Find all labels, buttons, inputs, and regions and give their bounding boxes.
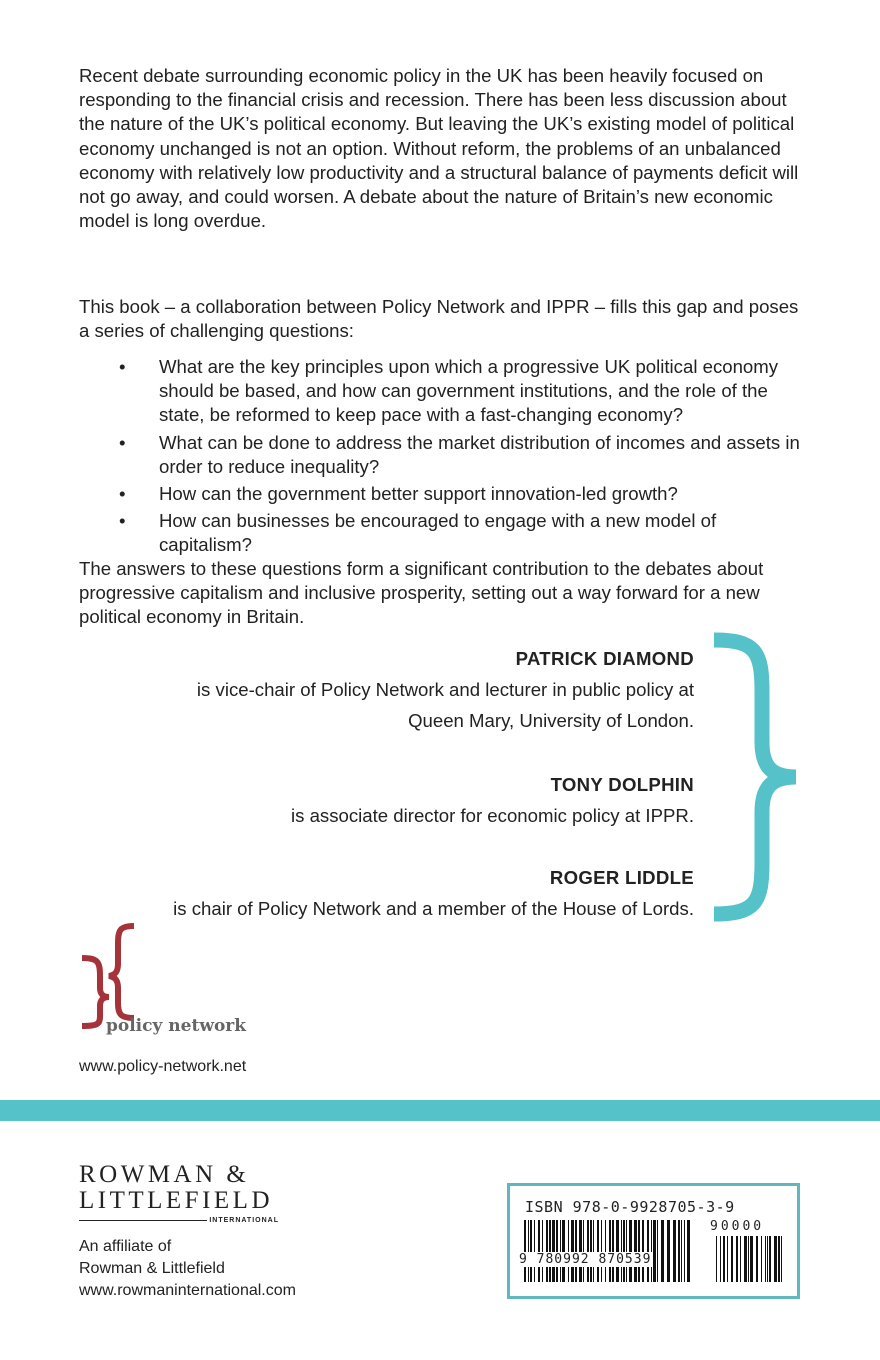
barcode-bar [590, 1220, 592, 1282]
barcode-bar [560, 1220, 561, 1282]
barcode-bar [774, 1236, 777, 1282]
author-name: ROGER LIDDLE [549, 867, 694, 888]
question-text: How can the government better support innovation-led growth? [159, 483, 678, 505]
author-bio: is chair of Policy Network and a member of the House of Lords. [173, 898, 694, 919]
barcode-bar [621, 1220, 622, 1282]
barcode-bar [626, 1220, 627, 1282]
addon-text: 90000 [710, 1219, 765, 1234]
barcode-bar [524, 1220, 526, 1282]
affiliate-text: An affiliate of [79, 1238, 172, 1255]
barcode-bar [657, 1220, 658, 1282]
barcode-bar [556, 1220, 558, 1282]
intro-paragraph: Recent debate surrounding economic policy in the UK has been heavily focused on responding to the financial crisis and recession. There has been less discussion about the nature of the UK’s political economy. But leaving the UK’s existing model of political economy unchanged is not an option. Without reform, the problems of an unbalanced economy with relatively low productivity and a structural balance of payments deficit will not go away, and could worsen. A debate about the nature of Britain’s new economic model is long overdue. [79, 65, 799, 232]
barcode-bar [552, 1220, 555, 1282]
barcode-bar [673, 1220, 676, 1282]
barcode-bar [629, 1220, 632, 1282]
barcode-bar [769, 1236, 771, 1282]
author-bio: is vice-chair of Policy Network and lecturer in public policy at [196, 679, 694, 700]
barcode-bar [579, 1220, 582, 1282]
barcode-bar [716, 1236, 717, 1282]
question-text: How can businesses be encouraged to engage with a new model of capitalism? [159, 510, 717, 556]
barcode-bar [723, 1236, 725, 1282]
barcode-bar [616, 1220, 619, 1282]
barcode-bar [740, 1236, 741, 1282]
logo-line: LITTLEFIELD [79, 1187, 274, 1214]
barcode-bar [647, 1220, 649, 1282]
barcode-bar [744, 1236, 747, 1282]
barcode-bar [761, 1236, 762, 1282]
barcode-bar [638, 1220, 640, 1282]
barcode-bar [542, 1220, 543, 1282]
barcode-bar [653, 1220, 656, 1282]
barcode-bar [687, 1220, 690, 1282]
barcode-bar [727, 1236, 728, 1282]
barcode-bar [534, 1220, 535, 1282]
barcode-bar [634, 1220, 637, 1282]
barcode-bar [681, 1220, 682, 1282]
teal-brace-icon [706, 632, 806, 922]
barcode-bar [583, 1220, 584, 1282]
author-tony-dolphin [291, 769, 694, 831]
author-bio: is associate director for economic policy at IPPR. [290, 805, 694, 826]
author-patrick-diamond [197, 643, 694, 736]
barcode-bar [575, 1220, 577, 1282]
barcode-bar [571, 1220, 574, 1282]
policy-network-url[interactable]: www.policy-network.net [79, 1058, 247, 1075]
barcode-bar [597, 1220, 599, 1282]
author-name: TONY DOLPHIN [550, 774, 694, 795]
question-text: What are the key principles upon which a progressive UK political economy should be based, and how can government institutions, and the role of the state, be reformed to keep pace with a fast-changing economy? [159, 356, 779, 426]
barcode-bar [661, 1220, 664, 1282]
collab-paragraph: This book – a collaboration between Policy Network and IPPR – fills this gap and poses a series of challenging questions: [79, 296, 799, 342]
barcode-bar [568, 1220, 569, 1282]
barcode-bar [587, 1220, 589, 1282]
barcode-bar [605, 1220, 606, 1282]
barcode-bar [667, 1220, 670, 1282]
questions-list [79, 355, 809, 561]
rowman-littlefield-logo [79, 1162, 279, 1224]
barcode-bar [549, 1220, 551, 1282]
list-item [79, 355, 809, 428]
barcode-bar [623, 1220, 625, 1282]
barcode-bar [609, 1220, 611, 1282]
logo-line: ROWMAN & [79, 1161, 250, 1188]
ean-text: 9 780992 870539 [519, 1252, 652, 1267]
author-name: PATRICK DIAMOND [515, 648, 694, 669]
teal-band [0, 1100, 880, 1121]
barcode-bar [750, 1236, 753, 1282]
barcode-bar [778, 1236, 780, 1282]
policy-network-logo-icon [76, 920, 176, 1030]
barcode-bar [530, 1220, 532, 1282]
bullet-icon: • [119, 356, 126, 377]
barcode-bar [748, 1236, 749, 1282]
barcode-bar [781, 1236, 782, 1282]
list-item [79, 482, 809, 506]
publisher-url[interactable]: www.rowmaninternational.com [79, 1282, 296, 1299]
barcode-bar [765, 1236, 766, 1282]
isbn-text: ISBN 978-0-9928705-3-9 [525, 1198, 735, 1216]
barcode-bar [756, 1236, 758, 1282]
barcode-bar [612, 1220, 614, 1282]
barcode-bar [642, 1220, 644, 1282]
barcode-bar [546, 1220, 548, 1282]
barcode-bar [538, 1220, 540, 1282]
author-bio: Queen Mary, University of London. [408, 710, 694, 731]
barcode-bar [562, 1220, 565, 1282]
barcode-bar [736, 1236, 738, 1282]
policy-network-wordmark: policy network [106, 1016, 247, 1036]
list-item [79, 509, 809, 557]
barcode-bar [601, 1220, 602, 1282]
barcode-bar [528, 1220, 529, 1282]
barcode-bar [593, 1220, 594, 1282]
logo-line: INTERNATIONAL [209, 1217, 279, 1224]
author-roger-liddle [173, 862, 694, 924]
barcode-bar [684, 1220, 685, 1282]
affiliate-text: Rowman & Littlefield [79, 1260, 225, 1277]
barcode-bar [767, 1236, 768, 1282]
barcode-bar [651, 1220, 652, 1282]
bullet-icon: • [119, 431, 126, 453]
bullet-icon: • [119, 510, 126, 532]
bullet-icon: • [119, 483, 126, 505]
list-item [79, 431, 809, 479]
publisher-affiliate [79, 1236, 296, 1302]
barcode-bar [731, 1236, 733, 1282]
answer-paragraph: The answers to these questions form a significant contribution to the debates about progressive capitalism and inclusive prosperity, setting out a way forward for a new political economy in Britain. [79, 558, 764, 628]
barcode-bar [678, 1220, 680, 1282]
barcode-box [507, 1183, 800, 1299]
question-text: What can be done to address the market distribution of incomes and assets in order to reduce inequality? [159, 431, 800, 477]
barcode-bar [720, 1236, 721, 1282]
